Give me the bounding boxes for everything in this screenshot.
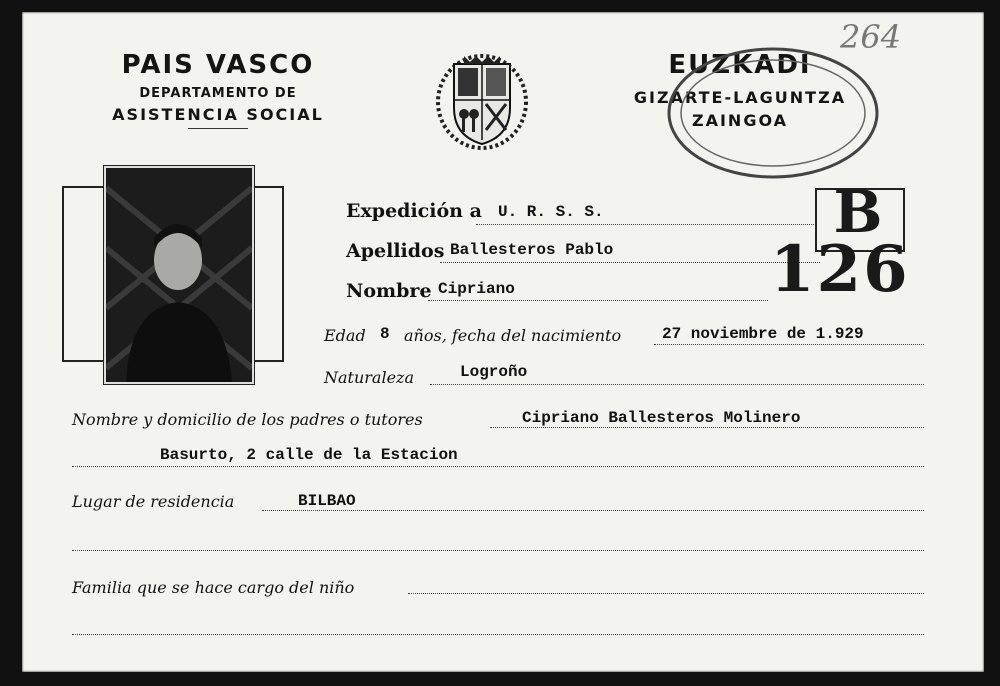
apellidos-value: Ballesteros Pablo <box>450 241 614 259</box>
expedicion-label: Expedición a <box>346 200 482 222</box>
oval-stamp-icon <box>662 42 884 184</box>
expedicion-value: U. R. S. S. <box>498 203 604 221</box>
padres-value: Cipriano Ballesteros Molinero <box>522 409 801 427</box>
apellidos-label: Apellidos <box>346 240 445 262</box>
familia-label: Familia que se hace cargo del niño <box>72 578 355 597</box>
familia-line <box>408 593 924 594</box>
category-letter: B <box>833 178 883 246</box>
fecha-label: años, fecha del nacimiento <box>404 326 622 345</box>
header-left-title: PAIS VASCO <box>121 50 315 80</box>
padres-line <box>490 427 924 428</box>
residencia-value: BILBAO <box>298 492 356 510</box>
header-left-rule <box>188 128 248 129</box>
expedicion-line <box>476 224 816 225</box>
child-photo <box>104 166 254 384</box>
edad-value: 8 <box>380 325 390 343</box>
residencia-line <box>262 510 924 511</box>
header-right-title: EUZKADI <box>668 50 812 80</box>
fecha-line <box>654 344 924 345</box>
edad-label: Edad <box>324 326 366 345</box>
padres-label: Nombre y domicilio de los padres o tutores <box>72 410 423 429</box>
domicilio-value: Basurto, 2 calle de la Estacion <box>160 446 458 464</box>
header-left-line2: ASISTENCIA SOCIAL <box>112 105 324 124</box>
category-number: 126 <box>770 232 910 307</box>
header-right-line2: ZAINGOA <box>691 111 788 130</box>
blank-line-2 <box>72 634 924 635</box>
header-left-line1: DEPARTAMENTO DE <box>139 86 297 101</box>
domicilio-line <box>72 466 924 467</box>
archive-number: 264 <box>840 18 902 56</box>
apellidos-line <box>440 262 820 263</box>
fecha-value: 27 noviembre de 1.929 <box>662 325 864 343</box>
nombre-label: Nombre <box>346 280 432 302</box>
naturaleza-line <box>430 384 924 385</box>
naturaleza-value: Logroño <box>460 363 528 381</box>
header-right-line1: GIZARTE-LAGUNTZA <box>633 88 847 107</box>
header-left <box>88 50 348 129</box>
nombre-line <box>428 300 768 301</box>
portrait-icon <box>106 168 252 382</box>
naturaleza-label: Naturaleza <box>324 368 415 387</box>
coat-of-arms-icon <box>434 50 530 150</box>
blank-line-1 <box>72 550 924 551</box>
residencia-label: Lugar de residencia <box>72 492 235 511</box>
nombre-value: Cipriano <box>438 280 515 298</box>
